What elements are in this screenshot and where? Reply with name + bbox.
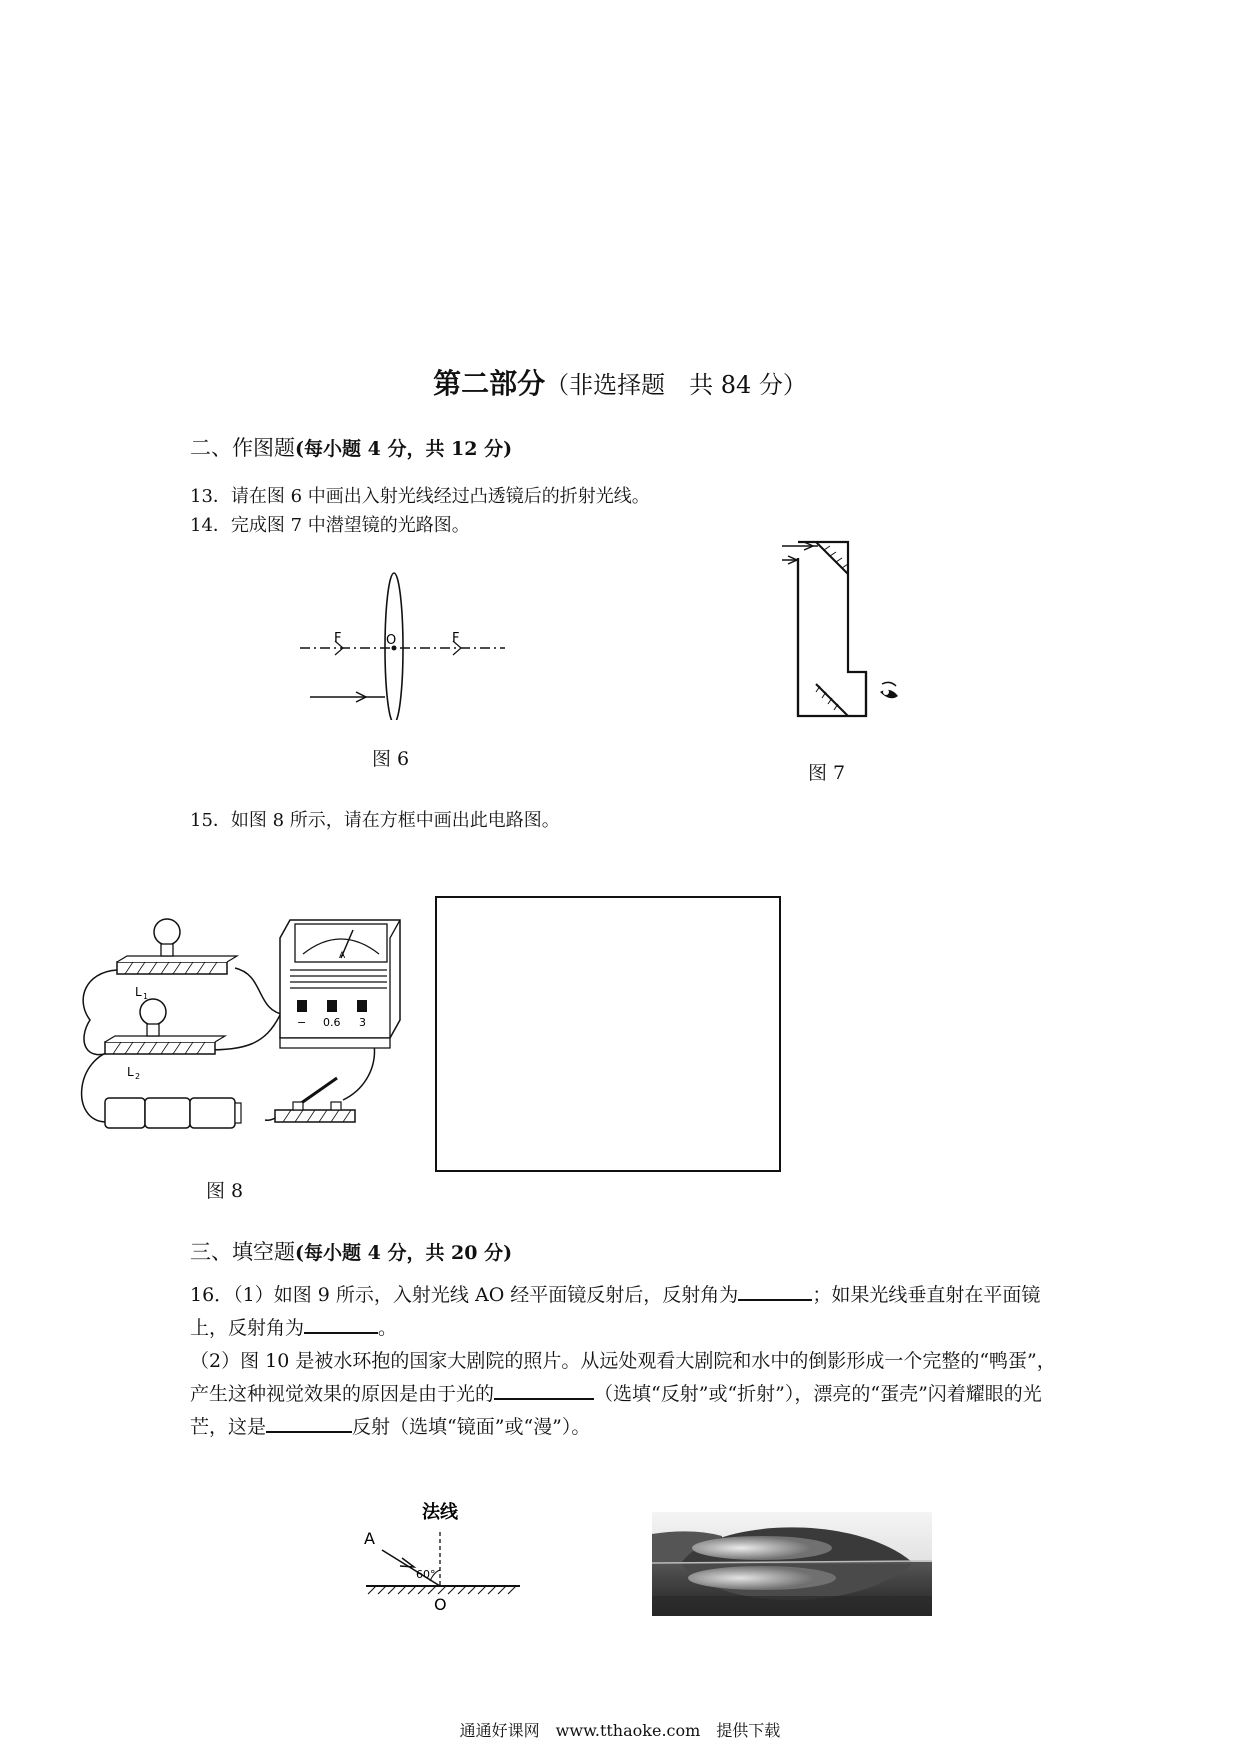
lamp-l1 — [117, 919, 237, 974]
ammeter-symbol: A — [339, 951, 346, 961]
question-14: 14．完成图 7 中潜望镜的光路图。 — [190, 515, 470, 536]
optical-center-label: O — [386, 633, 397, 648]
part-title-main: 第二部分 — [433, 367, 546, 400]
angle-label: 60° — [416, 1568, 436, 1581]
section-2-title: 二、作图题 — [190, 436, 295, 460]
question-16: 16．（1）如图 9 所示，入射光线 AO 经平面镜反射后，反射角为 ；如果光线垂直射在平面镜上，反射角为 。 （2）图 10 是被水环抱的国家大剧院的照片。从远处观看大剧院和水中的倒影形成一个完整的“鸭蛋”，产生这种视觉效果的原因是由于光的 （选填“反射”或“折射”），漂亮的“蛋壳”闪着耀眼的光芒，这是 反射（选填“镜面”或“漫”）。 — [190, 1279, 1060, 1444]
blank-perpendicular-angle[interactable] — [304, 1314, 378, 1334]
section-2-heading — [190, 432, 512, 462]
periscope-outline — [798, 542, 866, 716]
battery-pack — [105, 1098, 241, 1128]
lamp-l2-subscript: 2 — [135, 1072, 141, 1081]
terminal-3-label: 3 — [359, 1016, 366, 1029]
point-o-label: O — [434, 1595, 447, 1614]
normal-label: 法线 — [422, 1502, 458, 1523]
blank-reflection-angle[interactable] — [738, 1281, 812, 1301]
terminal-minus-label: − — [297, 1016, 307, 1029]
bottom-mirror-hatching — [816, 686, 838, 710]
question-15: 15．如图 8 所示，请在方框中画出此电路图。 — [190, 810, 560, 831]
figure-10-theater-photo — [652, 1512, 932, 1616]
page-footer: 通通好课网 www.tthaoke.com 提供下载 — [459, 1721, 781, 1740]
terminal-06-label: 0.6 — [323, 1016, 341, 1029]
figure-7-caption: 图 7 — [808, 762, 846, 784]
figure-8-caption: 图 8 — [206, 1180, 244, 1202]
part-title-sub: （非选择题 共 84 分） — [545, 371, 807, 399]
figure-6-lens-diagram — [290, 560, 530, 720]
lamp-l1-label: L — [135, 985, 142, 999]
lamp-l2-label: L — [127, 1065, 134, 1079]
point-a-label: A — [364, 1529, 375, 1548]
top-mirror — [816, 542, 848, 574]
lamp-l2 — [105, 999, 225, 1054]
section-3-points: (每小题 4 分，共 20 分) — [295, 1242, 513, 1264]
blank-specular-or-diffuse[interactable] — [266, 1413, 352, 1433]
top-mirror-hatching — [824, 546, 848, 568]
figure-9-mirror-diagram — [360, 1502, 530, 1622]
part-title — [0, 362, 1240, 402]
figure-8-circuit-photo — [75, 900, 415, 1160]
focus-left-label: F — [334, 631, 342, 646]
question-13: 13．请在图 6 中画出入射光线经过凸透镜后的折射光线。 — [190, 486, 650, 507]
section-3-title: 三、填空题 — [190, 1240, 295, 1264]
section-2-points: (每小题 4 分，共 12 分) — [295, 438, 513, 460]
mirror-hatching — [368, 1586, 516, 1594]
section-3-heading — [190, 1236, 512, 1266]
bottom-mirror — [816, 684, 848, 716]
lamp-l1-subscript: 1 — [143, 992, 149, 1001]
eye-icon — [880, 682, 898, 698]
answer-box[interactable] — [435, 896, 781, 1172]
figure-7-periscope-diagram — [780, 536, 930, 726]
figure-6-caption: 图 6 — [372, 748, 410, 770]
blank-reflection-or-refraction[interactable] — [494, 1380, 594, 1400]
focus-right-label: F — [452, 631, 460, 646]
